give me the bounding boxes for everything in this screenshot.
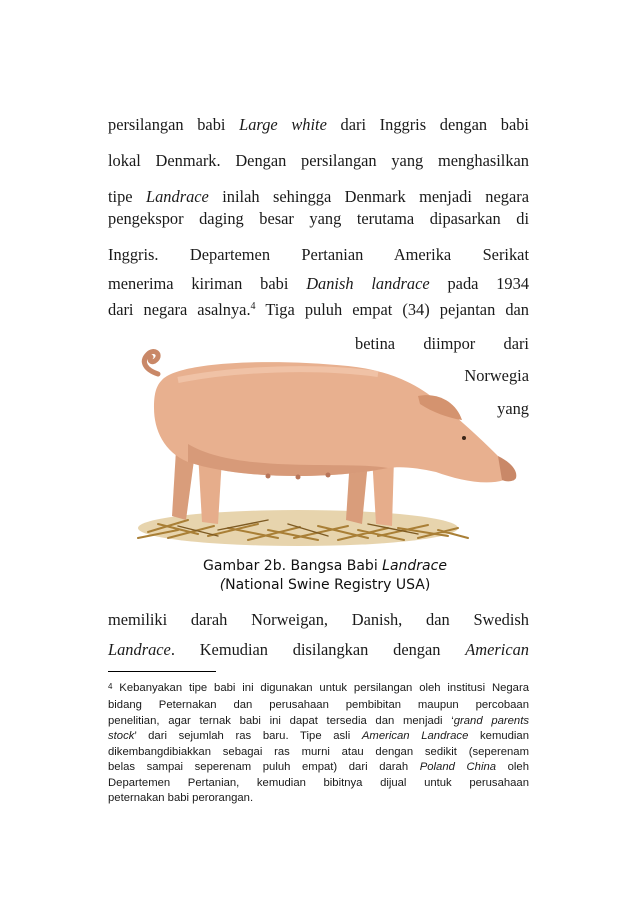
footnote-line-6: belas sampai seperenam puluh empat) dari darah Poland China oleh (108, 761, 529, 773)
body-line-8: betina diimpor dari (355, 334, 529, 353)
body-line-6: menerima kiriman babi Danish landrace pada 1934 (108, 274, 530, 293)
body-line-9: Norwegia (464, 366, 529, 385)
body-line-7: dari negara asalnya.$^4$ Tiga puluh empat (34) pejantan dan (108, 300, 529, 319)
figure-caption-line-2: (National Swine Registry USA) (219, 577, 431, 593)
body-line-5: Inggris. Departemen Pertanian Amerika Serikat (108, 245, 529, 264)
footnote-line-8: peternakan babi perorangan. (108, 792, 254, 804)
body-line-10: yang (497, 399, 529, 418)
pig-tail (144, 352, 158, 374)
footnote-line-5: dikembangdibiakkan sebagai ras murni atau dengan sedikit (seperenam (108, 746, 529, 758)
body-line-12: Landrace. Kemudian disilangkan dengan American (108, 640, 529, 659)
straw-ground (138, 510, 468, 546)
footnote-line-4: stock’ dari sejumlah ras baru. Tipe asli American Landrace kemudian (108, 730, 529, 742)
landrace-pig-illustration (118, 340, 530, 550)
footnote-line-1: $^4$ Kebanyakan tipe babi ini digunakan untuk persilangan oleh institusi Negara (108, 682, 529, 694)
body-line-2: lokal Denmark. Dengan persilangan yang menghasilkan (108, 151, 529, 170)
body-line-4: pengekspor daging besar yang terutama dipasarkan di (108, 209, 529, 228)
body-line-1: persilangan babi Large white dari Inggris dengan babi (108, 115, 529, 134)
footnote-ref: 4 (250, 301, 256, 312)
footnote-separator (108, 671, 216, 672)
pig-eye (462, 436, 466, 440)
body-line-3: tipe Landrace inilah sehingga Denmark menjadi negara (108, 187, 529, 206)
footnote-line-3: penelitian, agar ternak babi ini dapat tersedia dan menjadi ‘grand parents (108, 715, 529, 727)
footnote-line-2: bidang Peternakan dan perusahaan pembibitan maupun percobaan (108, 699, 529, 711)
footnote-line-7: Departemen Pertanian, kemudian bibitnya dijual untuk perusahaan (108, 777, 529, 789)
body-line-11: memiliki darah Norweigan, Danish, dan Swedish (108, 610, 529, 629)
figure-caption-line-1: Gambar 2b. Bangsa Babi Landrace (203, 558, 447, 574)
